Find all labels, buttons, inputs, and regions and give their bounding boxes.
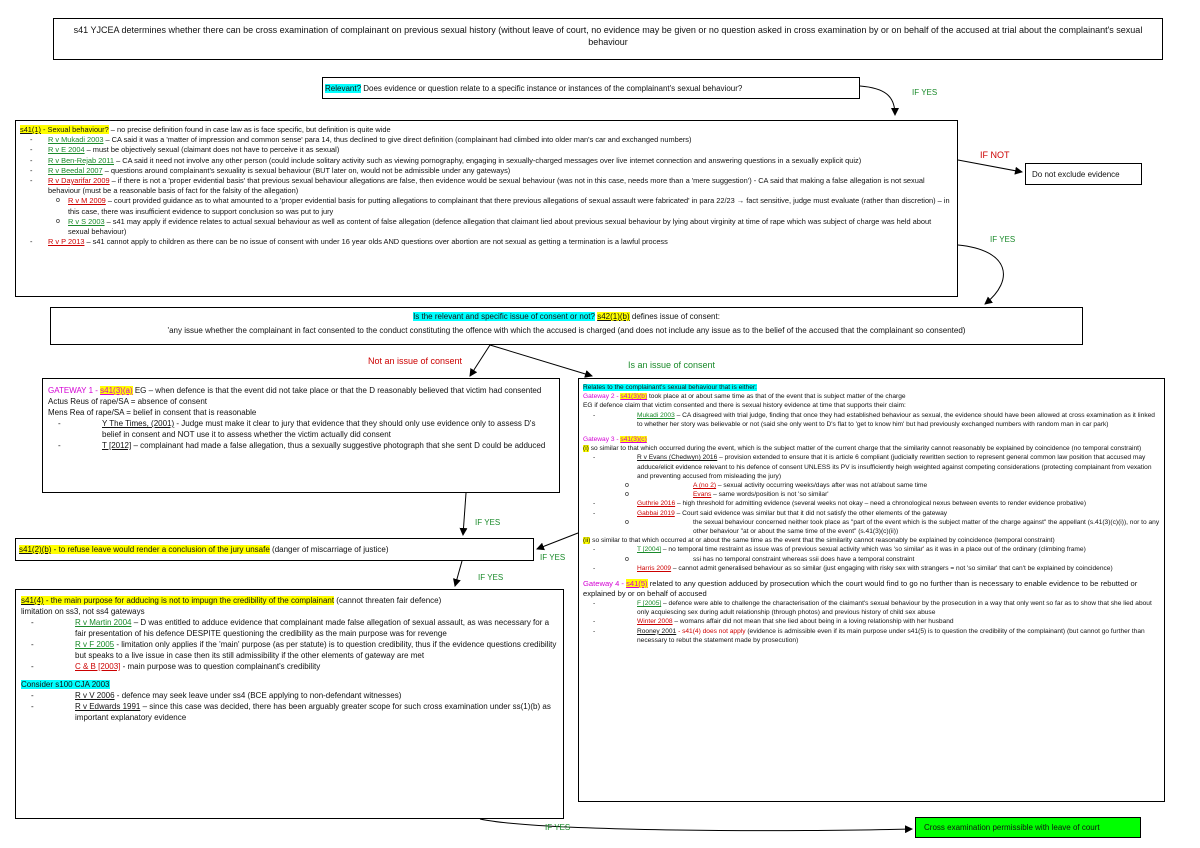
list-item: - R v P 2013 – s41 cannot apply to children as there can be no issue of consent with under 16 year olds AND questions over abortion are not sexual as getting a termination is a lawful process — [20, 237, 953, 247]
consent-question: Is the relevant and specific issue of consent or not? — [413, 312, 595, 321]
final-text: Cross examination permissible with leave of court — [924, 823, 1100, 832]
s41-1-code: s41(1) — [20, 125, 41, 134]
gateway1-label: GATEWAY 1 - — [48, 386, 101, 395]
gateway1-mens: Mens Rea of rape/SA = belief in consent that is reasonable — [48, 408, 257, 417]
s41-4-code: s41(4) — [21, 596, 44, 605]
list-item: - Rooney 2001 - s41(4) does not apply (evidence is admissible even if its main purpose under s41(5) is to question the credibility of the complainant) (but cannot go further than necessary to rebut the statement made by prosecution) — [583, 627, 1160, 645]
arrow-s41-1-to-not-exclude — [958, 160, 1022, 172]
s41-4-box — [15, 589, 564, 819]
list-item: - T [2012] – complainant had made a false allegation, thus a sexually suggestive photograph that she sent D could be adduced — [48, 440, 554, 451]
list-item: - R v Evans (Chedwyn) 2016 – provision extended to ensure that it is article 6 compliant (judicially rewritten section to represent general common law position that accused may adduce/elicit evidence relevant to his defence of consent UNLESS its PV is insufficiently heigh weighted against competing considerations (protecting complainant from vexation and preventing accused from misleading the jury) — [583, 453, 1160, 481]
list-item: - Guthrie 2016 – high threshold for admitting evidence (several weeks not okay – need a chronological nexus between events to render evidence probative) — [583, 499, 1160, 508]
arrow-relevant-to-s41-1 — [860, 86, 895, 115]
label-if-yes-6: IF YES — [545, 823, 571, 832]
list-item: - R v Ben-Rejab 2011 – CA said it need not involve any other person (could include solitary activity such as viewing pornography, engaging in sexually-charged messages over live internet connection and answering questions in a sexually explicit quiz) — [20, 156, 953, 166]
label-if-yes-4: IF YES — [540, 553, 566, 562]
list-item: o Evans – same words/position is not 'so similar' — [583, 490, 1160, 499]
g3-code: s41(3)(c) — [620, 436, 647, 444]
s41-2b-text: (danger of miscarriage of justice) — [269, 545, 389, 554]
consent-def: defines issue of consent: — [629, 312, 720, 321]
g2-code: s41(3)(b) — [620, 393, 648, 401]
s41-4-consider: Consider s100 CJA 2003 — [21, 680, 110, 689]
s41-4-text: (cannot threaten fair defence) — [334, 596, 442, 605]
list-item: - Y The Times, (2001) - Judge must make it clear to jury that evidence that they should only use evidence only to assess D's belief in consent and NOT use it to assess whether the victim actually did consent — [48, 418, 554, 440]
right-box — [578, 378, 1165, 802]
list-item: - R v Edwards 1991 – since this case was decided, there has been arguably greater scope for such cross examination under ss(1)(b) as important explanatory evidence — [21, 701, 558, 723]
consent-text: 'any issue whether the complainant in fact consented to the conduct constituting the offence with which the accused is charged (and does not include any issue as to the belief of the accused that the complainant so consented) — [167, 326, 966, 335]
s41-2b-hl: - to refuse leave would render a conclusion of the jury unsafe — [51, 545, 270, 554]
arrow-right-to-s41-2b — [537, 533, 578, 549]
arrow-s41-1-to-consent — [958, 245, 1003, 304]
list-item: - C & B [2003] - main purpose was to question complainant's credibility — [21, 661, 558, 672]
g4-label: Gateway 4 - — [583, 579, 627, 589]
label-if-yes-5: IF YES — [478, 573, 504, 582]
consent-box — [50, 307, 1083, 345]
list-item: - R v E 2004 – must be objectively sexual (claimant does not have to perceive it as sexual) — [20, 145, 953, 155]
s41-2b-code: s41(2)(b) — [19, 545, 52, 554]
list-item: o the sexual behaviour concerned neither took place as "part of the event which is the subject matter of the charge against" the appellant (s.41(3)(c)(i)), nor to any other behaviour "at or about the same time of the event" (s.41(3)(c)(ii)) — [583, 518, 1160, 536]
list-item: - Gabbai 2019 – Court said evidence was similar but that it did not satisfy the other elements of the gateway — [583, 509, 1160, 518]
label-not-consent: Not an issue of consent — [368, 356, 463, 366]
g3-i-text: so similar to that which occurred during the event, which is the subject matter of the current charge that the similarity cannot reasonably be explained by coincidence (no temporal constraint) — [588, 445, 1142, 453]
gateway1-box — [42, 378, 560, 493]
s41-2b-box — [15, 538, 534, 561]
label-if-yes-1: IF YES — [912, 88, 938, 97]
g3-ii-text: so similar to that which occurred at or about the same time as the event that the similarity cannot reasonably be explained by coincidence (temporal constraint) — [590, 537, 1055, 545]
relevant-text: Does evidence or question relate to a specific instance or instances of the complainant's sexual behaviour? — [361, 84, 743, 93]
list-item: - Harris 2009 – cannot admit generalised behaviour as so similar (just engaging with risky sex with strangers = not 'so similar' that can't be explained by coincidence) — [583, 564, 1160, 573]
g2-label: Gateway 2 - — [583, 393, 621, 401]
label-if-not: IF NOT — [980, 150, 1010, 160]
s41-1-title: - Sexual behaviour? — [40, 125, 109, 134]
g3-i: (i) — [583, 445, 589, 453]
g3-label: Gateway 3 - — [583, 436, 621, 444]
label-if-yes-3: IF YES — [475, 518, 501, 527]
right-heading: Relates to the complainant's sexual behaviour that is either: — [583, 384, 757, 391]
g2-eg: EG if defence claim that victim consented and there is sexual history evidence at time that supports their claim: — [583, 402, 906, 410]
relevant-tag: Relevant? — [325, 84, 362, 93]
s41-4-limit: limitation on ss3, not ss4 gateways — [21, 607, 145, 616]
list-item: - R v F 2005 - limitation only applies if the 'main' purpose (as per statute) is to question credibility, thus if the evidence questions credibility but speaks to a live issue in case then its still admissibility if the other elements of gateway are met — [21, 639, 558, 661]
relevant-box — [322, 77, 860, 99]
list-item: - Mukadi 2003 – CA disagreed with trial judge, finding that once they had established behaviour as sexual, the evidence should have been allowed at cross examination as it linked to whether her story was believable or not (said she only went to D's flat to 'get to know him' but had previously exchanged numbers with random man in car park) — [583, 411, 1160, 429]
gateway1-actus: Actus Reus of rape/SA = absence of consent — [48, 397, 207, 406]
label-if-yes-2: IF YES — [990, 235, 1016, 244]
list-item: o ssi has no temporal constraint whereas ssii does have a temporal constraint — [583, 555, 1160, 564]
list-item: o R v S 2003 – s41 may apply if evidence relates to actual sexual behaviour as well as content of false allegation (defence allegation that claimant lied about previous sexual behaviour by lying about virginity at time of rape which was subject of charge was held about sexual behaviour) — [20, 217, 953, 237]
list-item: - T [2004] – no temporal time restraint as issue was of previous sexual activity which was 'so similar' as it was in a place out of the ordinary (climbing frame) — [583, 545, 1160, 554]
consent-code: s42(1)(b) — [597, 312, 630, 321]
list-item: - R v Dayarifar 2009 – if there is not a 'proper evidential basis' that previous sexual behaviour allegations are false, then evidence would be sexual behaviour (was not in this case, needs more than a 'mere suggestion') - CA said that making a false allegation is not sexual behaviour (must be a reasonable basis of fact for the falsity of the allegation) — [20, 176, 953, 196]
header-box — [53, 18, 1163, 60]
header-text: s41 YJCEA determines whether there can be cross examination of complainant on previous sexual history (without leave of court, no evidence may be given or no question asked in cross examination by or on behalf of the accused at trial about the complainant's sexual behaviour — [73, 25, 1143, 47]
g4-text: related to any question adduced by prosecution which the court would find to go no further than is necessary to enable evidence to be rebutted or explained by or on behalf of accused — [583, 579, 1138, 599]
g4-code: s41(5) — [626, 579, 648, 589]
s41-4-hl: - the main purpose for adducing is not to impugn the credibility of the complainant — [43, 596, 335, 605]
s41-1-intro: – no precise definition found in case law as is face specific, but definition is quite wide — [108, 125, 391, 134]
list-item: - R v V 2006 - defence may seek leave under ss4 (BCE applying to non-defendant witnesses) — [21, 690, 558, 701]
list-item: - R v Beedal 2007 – questions around complainant's sexuality is sexual behaviour (BUT later on, would not be admissible under any gateways) — [20, 166, 953, 176]
label-is-consent: Is an issue of consent — [628, 360, 716, 370]
g3-ii: (ii) — [583, 537, 591, 545]
list-item: - R v Martin 2004 – D was entitled to adduce evidence that complainant made false allegation of sexual assault, as was necessary for a fair presentation of his defence DESPITE questioning the credibility as the main purpose was for revenge — [21, 617, 558, 639]
list-item: o R v M 2009 – court provided guidance as to what amounted to a 'proper evidential basis for putting allegations to complainant that there previous allegations of sexual assault were fabricated' in para 22/23 → fact sensitive, judge must evaluate (rather than discretion) – in this case, there was insufficient evidence to support conclusion so was put to jury — [20, 196, 953, 216]
arrow-consent-to-right — [490, 345, 592, 376]
final-box — [915, 817, 1141, 838]
list-item: - R v Mukadi 2003 – CA said it was a 'matter of impression and common sense' para 14, thus declined to give direct definition (complainant had climbed into older man's car and exchanged numbers) — [20, 135, 953, 145]
arrow-consent-to-gateway1 — [470, 345, 490, 376]
arrow-s41-2b-to-s41-4 — [455, 561, 462, 586]
s41-1-box — [15, 120, 958, 297]
list-item: - F [2005] – defence were able to challenge the characterisation of the claimant's sexual behaviour by the prosecution in a way that only went so far as to show that she lied about only acquiescing sex during adult relationship (through photos) and previous history of child sex abuse — [583, 599, 1160, 617]
g2-text: took place at or about same time as that of the event that is subject matter of the charge — [647, 393, 906, 401]
not-exclude-text: Do not exclude evidence — [1032, 170, 1120, 179]
gateway1-code: s41(3)(a) — [100, 386, 133, 395]
list-item: o A (no 2) – sexual activity occurring weeks/days after was not at/about same time — [583, 481, 1160, 490]
gateway1-text: EG – when defence is that the event did not take place or that the D reasonably believed that victim had consented — [132, 386, 542, 395]
not-exclude-box — [1025, 163, 1142, 185]
list-item: - Winter 2008 – womans affair did not mean that she lied about being in a loving relationship with her husband — [583, 617, 1160, 626]
arrow-gateway1-to-s41-2b — [463, 493, 466, 535]
